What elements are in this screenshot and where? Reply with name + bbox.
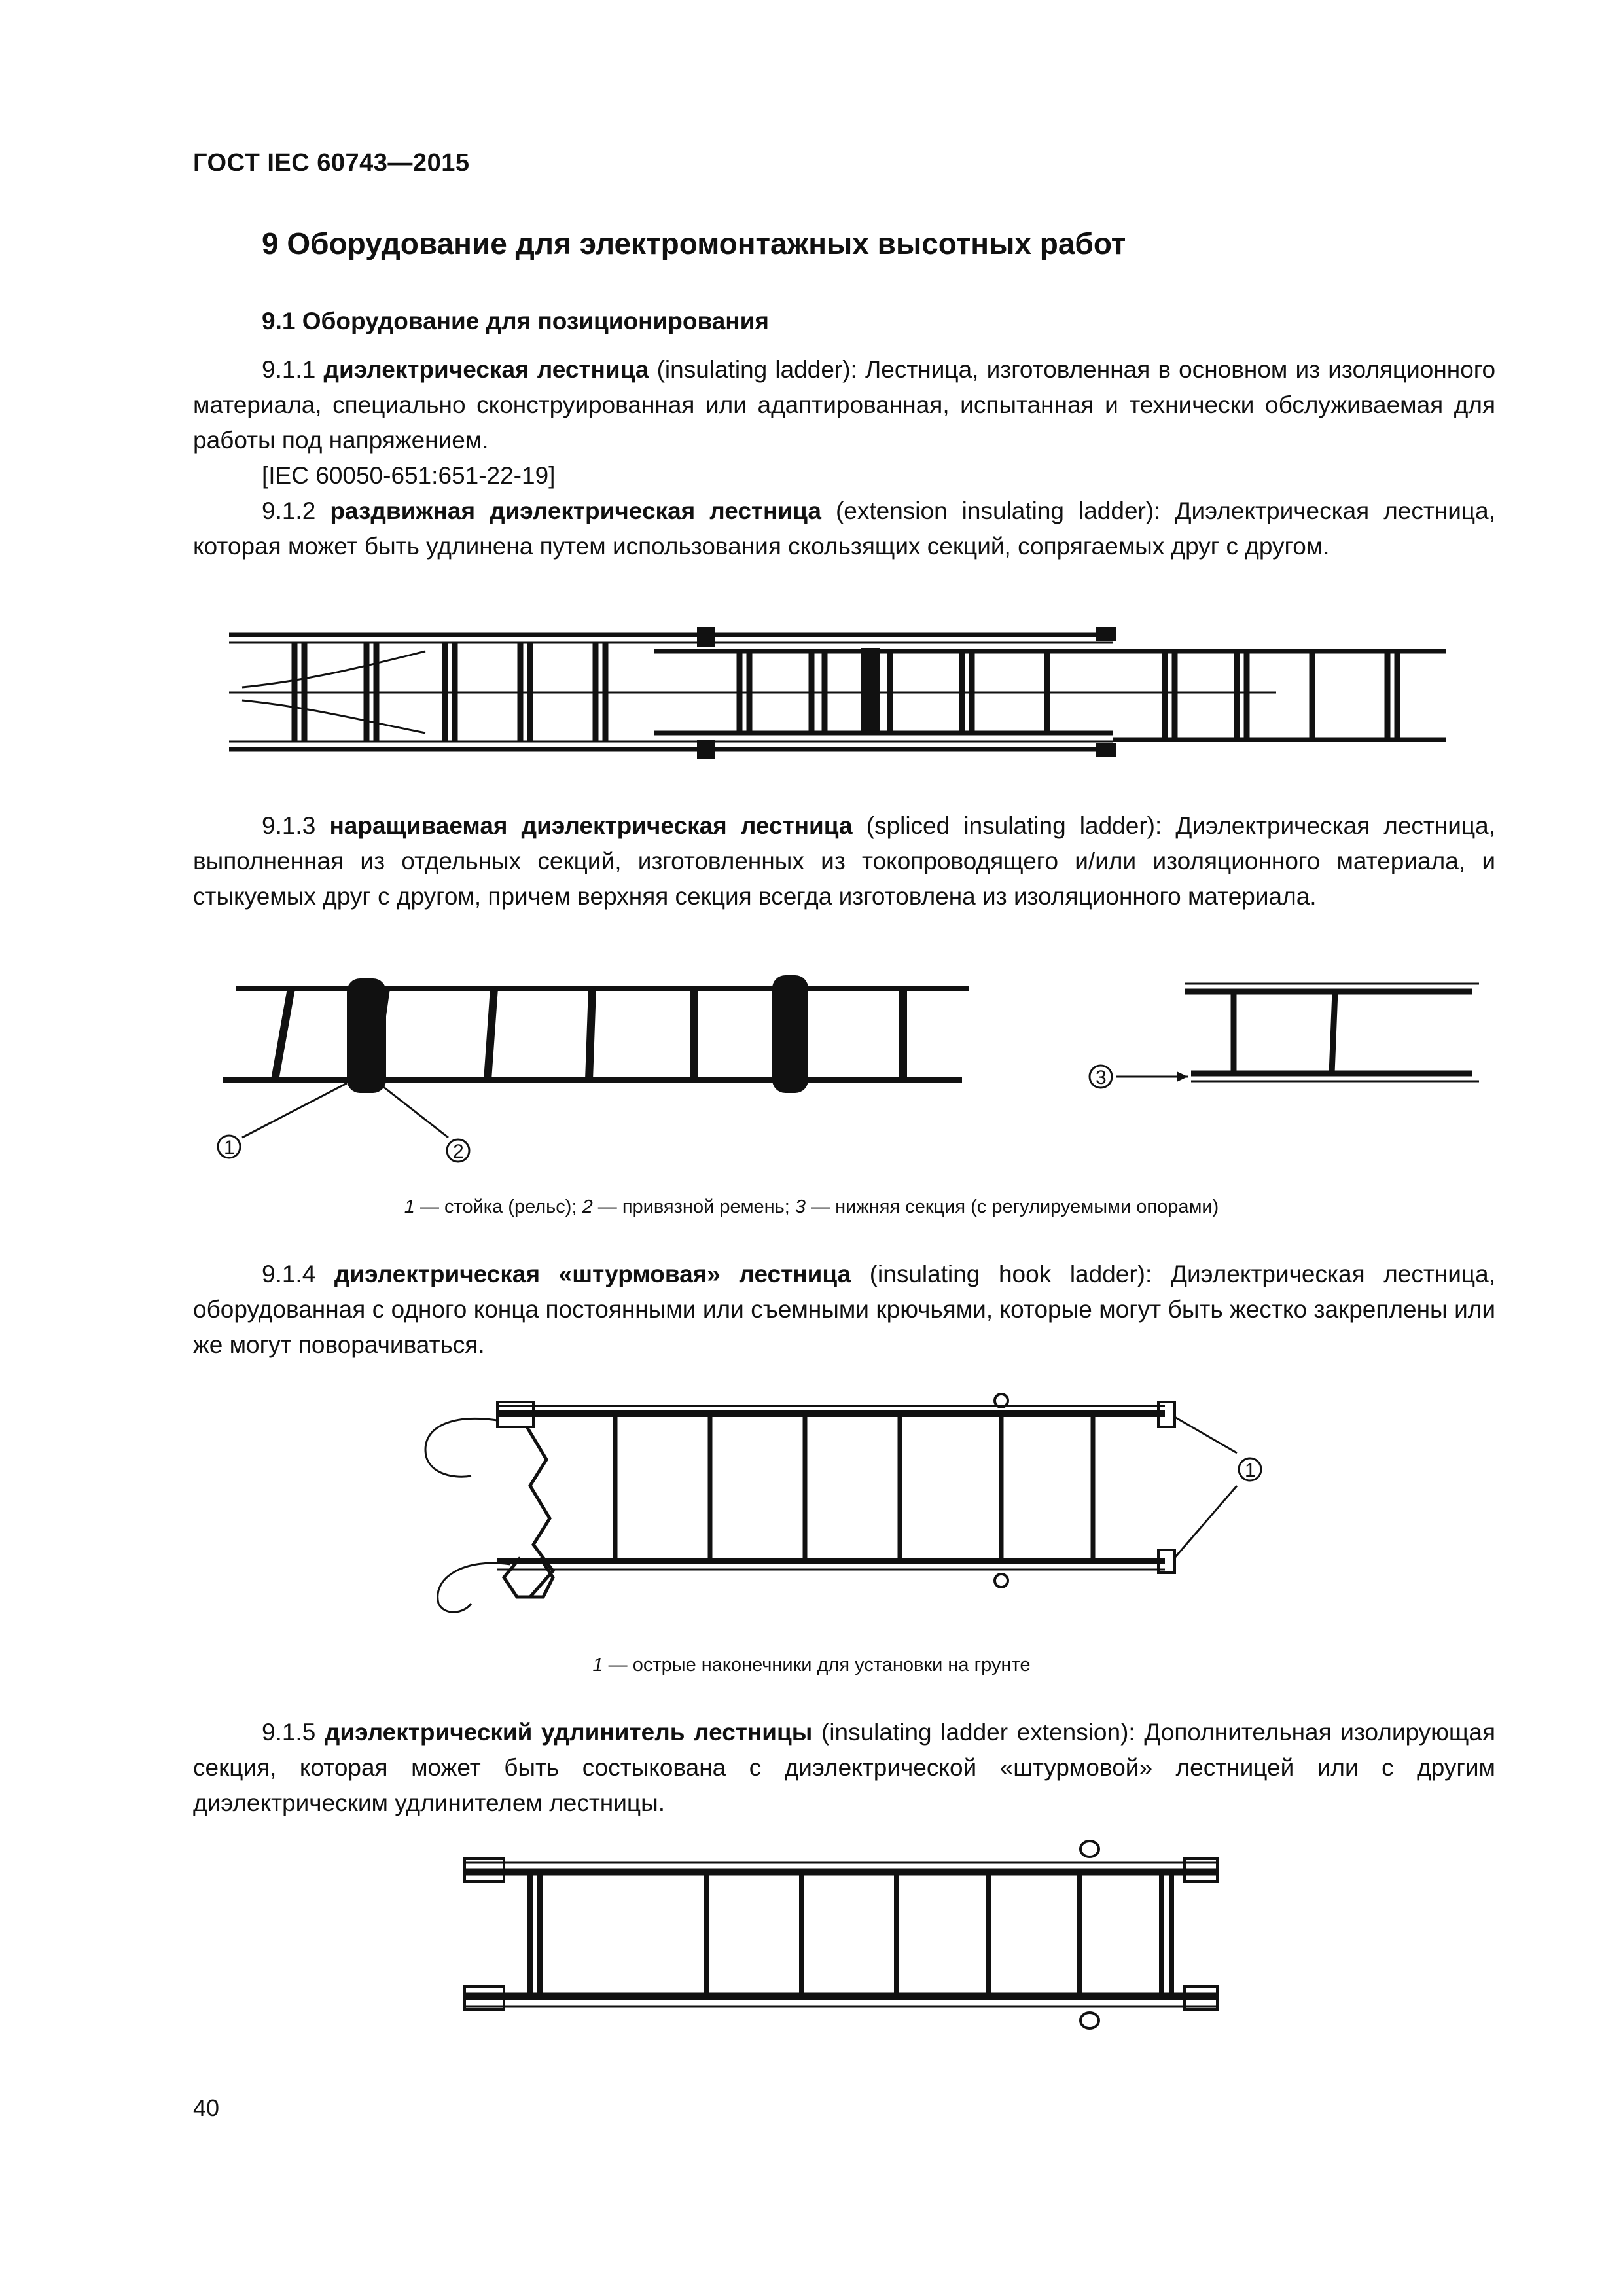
section-title: 9 Оборудование для электромонтажных высотных работ [262,226,1126,260]
figure-hook-ladder [412,1388,1276,1623]
term-9-1-3: 9.1.3 наращиваемая диэлектрическая лестница (spliced insulating ladder): Диэлектрическая лестница, выполненная из отдельных секций, изготовленных из токопроводящего и/или изоляционного материала, и стыкуемых друг с другом, причем верхняя секция всегда изготовлена из изоляционного материала. [193,812,1496,910]
term-9-1-2: 9.1.2 раздвижная диэлектрическая лестница (extension insulating ladder): Диэлектрическая лестница, которая может быть удлинена путем использования скользящих секций, сопрягаемых друг с другом. [193,497,1495,560]
callout-label: 2 [453,1141,464,1162]
figure-ladder-extension [452,1839,1237,2036]
term-name: диэлектрическая лестница [323,356,649,383]
term-name: раздвижная диэлектрическая лестница [330,497,821,524]
subsection-title: 9.1 Оборудование для позиционирования [262,308,769,334]
term-9-1-5: 9.1.5 диэлектрический удлинитель лестницы (insulating ladder extension): Дополнительная изолирующая секция, которая может быть состыкована с диэлектрической «штурмовой» лестницей или с другим диэлектрическим удлинителем лестницы. [193,1719,1495,1816]
figure-caption-9-1-3: 1 — стойка (рельс); 2 — привязной ремень; 3 — нижняя секция (с регулируемыми опорами) [404,1196,1219,1217]
figure-spliced-ladder [209,975,982,1172]
figure-caption-9-1-4: 1 — острые наконечники для установки на грунте [592,1655,1031,1676]
reference: [IEC 60050-651:651-22-19] [262,462,556,489]
figure-bottom-section [1073,975,1492,1106]
term-9-1-1: 9.1.1 диэлектрическая лестница (insulating ladder): Лестница, изготовленная в основном из изоляционного материала, специально сконструированная или адаптированная, испытанная и технически обслуживаемая для работы под напряжением. [193,356,1496,454]
callout-label: 1 [224,1137,235,1158]
term-name: диэлектрическая «штурмовая» лестница [334,1261,851,1287]
term-name: диэлектрический удлинитель лестницы [324,1719,813,1746]
figure-extension-ladder [229,622,1459,766]
page-number: 40 [193,2094,220,2121]
callout-label: 3 [1096,1067,1107,1088]
term-name: наращиваемая диэлектрическая лестница [329,812,853,839]
document-header: ГОСТ IEC 60743—2015 [193,149,470,177]
term-9-1-4: 9.1.4 диэлектрическая «штурмовая» лестница (insulating hook ladder): Диэлектрическая лестница, оборудованная с одного конца постоянными или съемными крючьями, которые могут быть жестко закреплены или же могут поворачиваться. [193,1261,1495,1358]
callout-label: 1 [1245,1460,1256,1481]
